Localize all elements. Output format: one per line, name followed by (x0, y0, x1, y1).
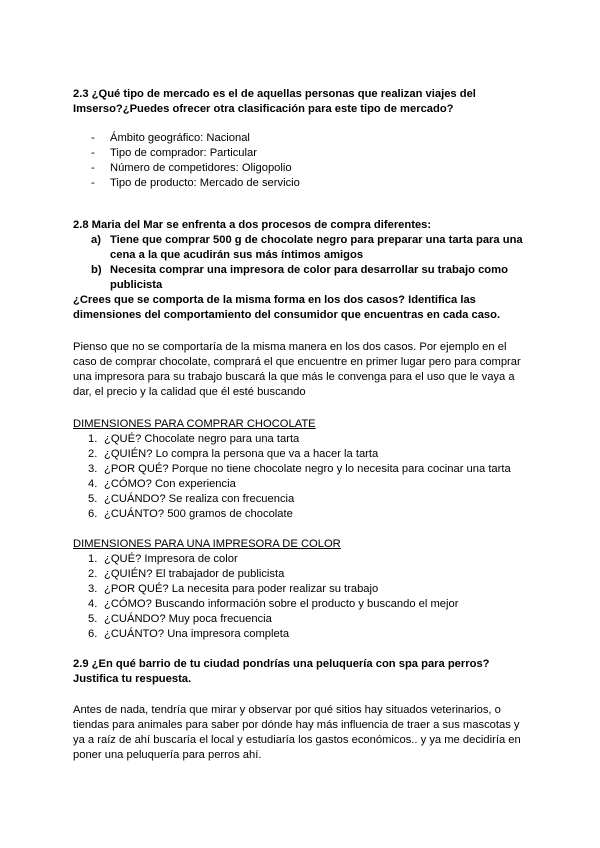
item-number: 2. (88, 568, 98, 580)
item-text: ¿QUÉ? Chocolate negro para una tarta (104, 433, 300, 445)
option-marker: a) (91, 234, 101, 246)
item-number: 1. (88, 433, 98, 445)
list-item (91, 263, 528, 293)
question-2-8-prompt: ¿Crees que se comporta de la misma forma en los dos casos? Identifica las dimensiones del comportamiento del consumidor que encuentras en cada caso. (73, 294, 501, 321)
list-item (91, 161, 528, 176)
question-2-8-heading: 2.8 Maria del Mar se enfrenta a dos procesos de compra diferentes: (73, 219, 432, 231)
list-item (88, 477, 528, 492)
item-text: ¿QUIÉN? Lo compra la persona que va a hacer la tarta (104, 448, 379, 460)
dash-bullet: - (91, 162, 95, 174)
list-item (91, 146, 528, 161)
item-text: ¿QUIÉN? El trabajador de publicista (104, 568, 285, 580)
item-number: 1. (88, 553, 98, 565)
item-number: 5. (88, 493, 98, 505)
item-number: 6. (88, 628, 98, 640)
item-text: ¿CÓMO? Buscando información sobre el producto y buscando el mejor (104, 598, 459, 610)
question-2-9-heading: 2.9 ¿En qué barrio de tu ciudad pondrías una peluquería con spa para perros? Justifica tu respuesta. (73, 658, 490, 685)
list-item (88, 447, 528, 462)
question-2-8-answer: Pienso que no se comportaría de la misma manera en los dos casos. Por ejemplo en el caso de comprar chocolate, comprará el que encuentre en primer lugar pero para comprar una impresora para su trabajo buscará la que más le convenga para el uso que le vaya a dar, el precio y la calidad que él esté buscando (73, 341, 521, 398)
item-text: ¿POR QUÉ? La necesita para poder realizar su trabajo (104, 583, 379, 595)
list-item (88, 432, 528, 447)
list-item (91, 131, 528, 146)
dash-bullet: - (91, 147, 95, 159)
dash-bullet: - (91, 132, 95, 144)
item-text: ¿CUÁNDO? Se realiza con frecuencia (104, 493, 295, 505)
list-item (88, 567, 528, 582)
option-text: Necesita comprar una impresora de color para desarrollar su trabajo como publicista (110, 264, 508, 291)
item-number: 3. (88, 583, 98, 595)
item-number: 2. (88, 448, 98, 460)
chocolate-dimensions-title: DIMENSIONES PARA COMPRAR CHOCOLATE (73, 418, 316, 430)
list-item-text: Tipo de producto: Mercado de servicio (110, 177, 300, 189)
document-page (73, 87, 528, 763)
list-item (91, 233, 528, 263)
option-marker: b) (91, 264, 102, 276)
item-number: 4. (88, 478, 98, 490)
purchase-options-list (73, 233, 528, 293)
printer-dimensions-list (73, 552, 528, 642)
item-text: ¿CUÁNTO? Una impresora completa (104, 628, 290, 640)
list-item (88, 492, 528, 507)
item-text: ¿CUÁNTO? 500 gramos de chocolate (104, 508, 293, 520)
list-item (88, 597, 528, 612)
item-number: 4. (88, 598, 98, 610)
list-item-text: Número de competidores: Oligopolio (110, 162, 292, 174)
list-item (88, 507, 528, 522)
item-number: 6. (88, 508, 98, 520)
list-item (88, 582, 528, 597)
item-text: ¿POR QUÉ? Porque no tiene chocolate negro y lo necesita para cocinar una tarta (104, 463, 511, 475)
list-item (88, 612, 528, 627)
item-number: 5. (88, 613, 98, 625)
printer-dimensions-title: DIMENSIONES PARA UNA IMPRESORA DE COLOR (73, 538, 341, 550)
list-item-text: Tipo de comprador: Particular (110, 147, 257, 159)
chocolate-dimensions-list (73, 432, 528, 522)
dash-bullet: - (91, 177, 95, 189)
item-text: ¿CUÁNDO? Muy poca frecuencia (104, 613, 272, 625)
list-item (91, 176, 528, 191)
market-classification-list (73, 131, 528, 191)
list-item (88, 552, 528, 567)
question-2-3-heading: 2.3 ¿Qué tipo de mercado es el de aquellas personas que realizan viajes del Imserso?¿Puedes ofrecer otra clasificación para este tipo de mercado? (73, 88, 476, 115)
option-text: Tiene que comprar 500 g de chocolate negro para preparar una tarta para una cena a la que acudirán sus más íntimos amigos (110, 234, 523, 261)
list-item (88, 627, 528, 642)
question-2-9-answer: Antes de nada, tendría que mirar y observar por qué sitios hay situados veterinarios, o tiendas para animales para saber por dónde hay más influencia de traer a sus mascotas y ya a raíz de ahí buscaría el local y estudiaría los gastos económicos.. y ya me decidiría en poner una peluquería para perros ahí. (73, 704, 521, 761)
list-item (88, 462, 528, 477)
list-item-text: Ámbito geográfico: Nacional (110, 132, 250, 144)
item-number: 3. (88, 463, 98, 475)
item-text: ¿CÓMO? Con experiencia (104, 478, 236, 490)
item-text: ¿QUÉ? Impresora de color (104, 553, 238, 565)
